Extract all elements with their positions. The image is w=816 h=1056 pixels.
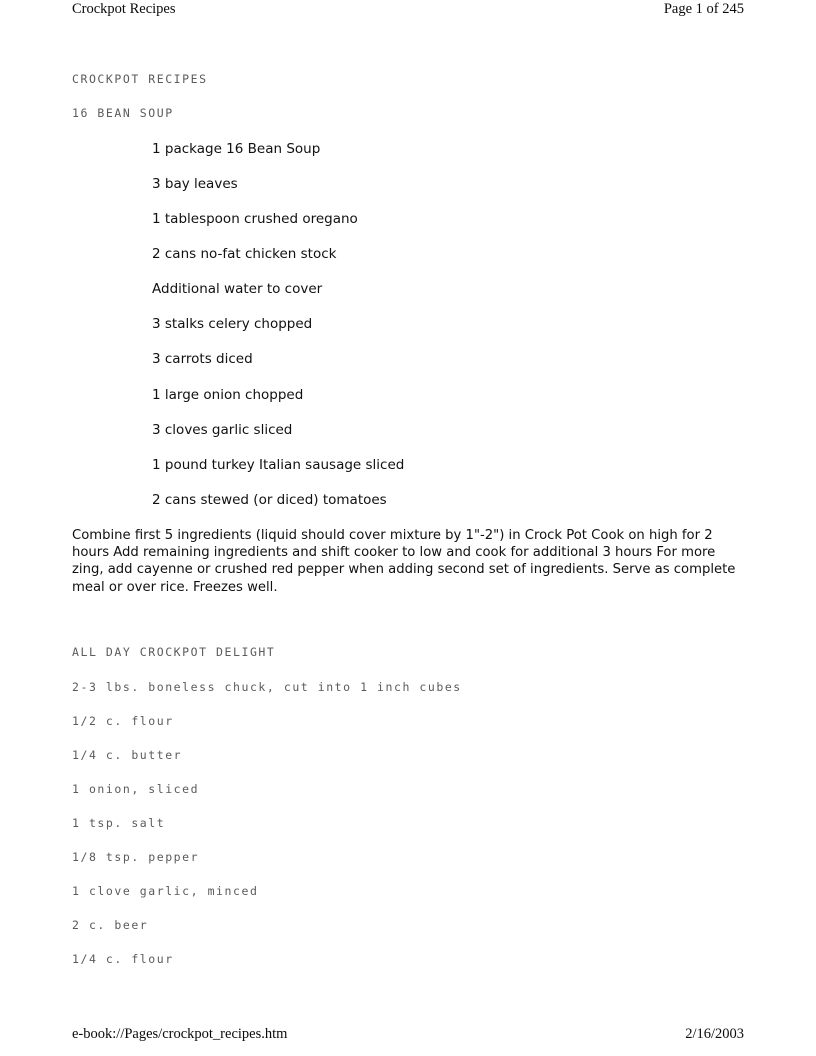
ingredient-item: 3 stalks celery chopped xyxy=(152,316,313,332)
ingredient-item: 2 cans stewed (or diced) tomatoes xyxy=(152,492,387,508)
ingredient-item: 2 cans no-fat chicken stock xyxy=(152,246,337,262)
ingredient-item: 2-3 lbs. boneless chuck, cut into 1 inch cubes xyxy=(72,680,462,694)
ingredient-item: 1 package 16 Bean Soup xyxy=(152,141,321,157)
ingredient-item: 1 tablespoon crushed oregano xyxy=(152,211,358,227)
header-document-title: Crockpot Recipes xyxy=(72,1,176,17)
recipe-heading-all-day-crockpot-delight: ALL DAY CROCKPOT DELIGHT xyxy=(72,645,276,659)
ingredient-item: 1/2 c. flour xyxy=(72,714,174,728)
footer-source-path: e-book://Pages/crockpot_recipes.htm xyxy=(72,1026,288,1042)
ingredient-item: 1 large onion chopped xyxy=(152,387,304,403)
ingredient-item: 1 onion, sliced xyxy=(72,782,200,796)
ingredient-item: 1/8 tsp. pepper xyxy=(72,850,200,864)
ingredient-item: 2 c. beer xyxy=(72,918,149,932)
ingredient-item: 3 bay leaves xyxy=(152,176,238,192)
ingredient-item: 1 tsp. salt xyxy=(72,816,166,830)
running-header xyxy=(72,0,744,20)
ingredient-item: 3 cloves garlic sliced xyxy=(152,422,293,438)
ingredient-item: Additional water to cover xyxy=(152,281,323,297)
recipe-instructions: Combine first 5 ingredients (liquid should cover mixture by 1"-2") in Crock Pot Cook on high for 2 hours Add remaining ingredients and shift cooker to low and cook for additional 3 hours For more zing, add cayenne or crushed red pepper when adding second set of ingredients. Serve as complete meal or over rice. Freezes well. xyxy=(72,528,736,595)
ingredient-item: 1 pound turkey Italian sausage sliced xyxy=(152,457,405,473)
running-footer xyxy=(72,1024,744,1044)
footer-date: 2/16/2003 xyxy=(685,1026,744,1042)
ingredient-item: 1/4 c. butter xyxy=(72,748,183,762)
recipe-heading-16-bean-soup: 16 BEAN SOUP xyxy=(72,106,174,120)
ingredient-item: 1/4 c. flour xyxy=(72,952,174,966)
ingredient-item: 3 carrots diced xyxy=(152,351,253,367)
document-title: CROCKPOT RECIPES xyxy=(72,72,208,86)
header-page-number: Page 1 of 245 xyxy=(663,1,744,17)
ingredient-item: 1 clove garlic, minced xyxy=(72,884,259,898)
